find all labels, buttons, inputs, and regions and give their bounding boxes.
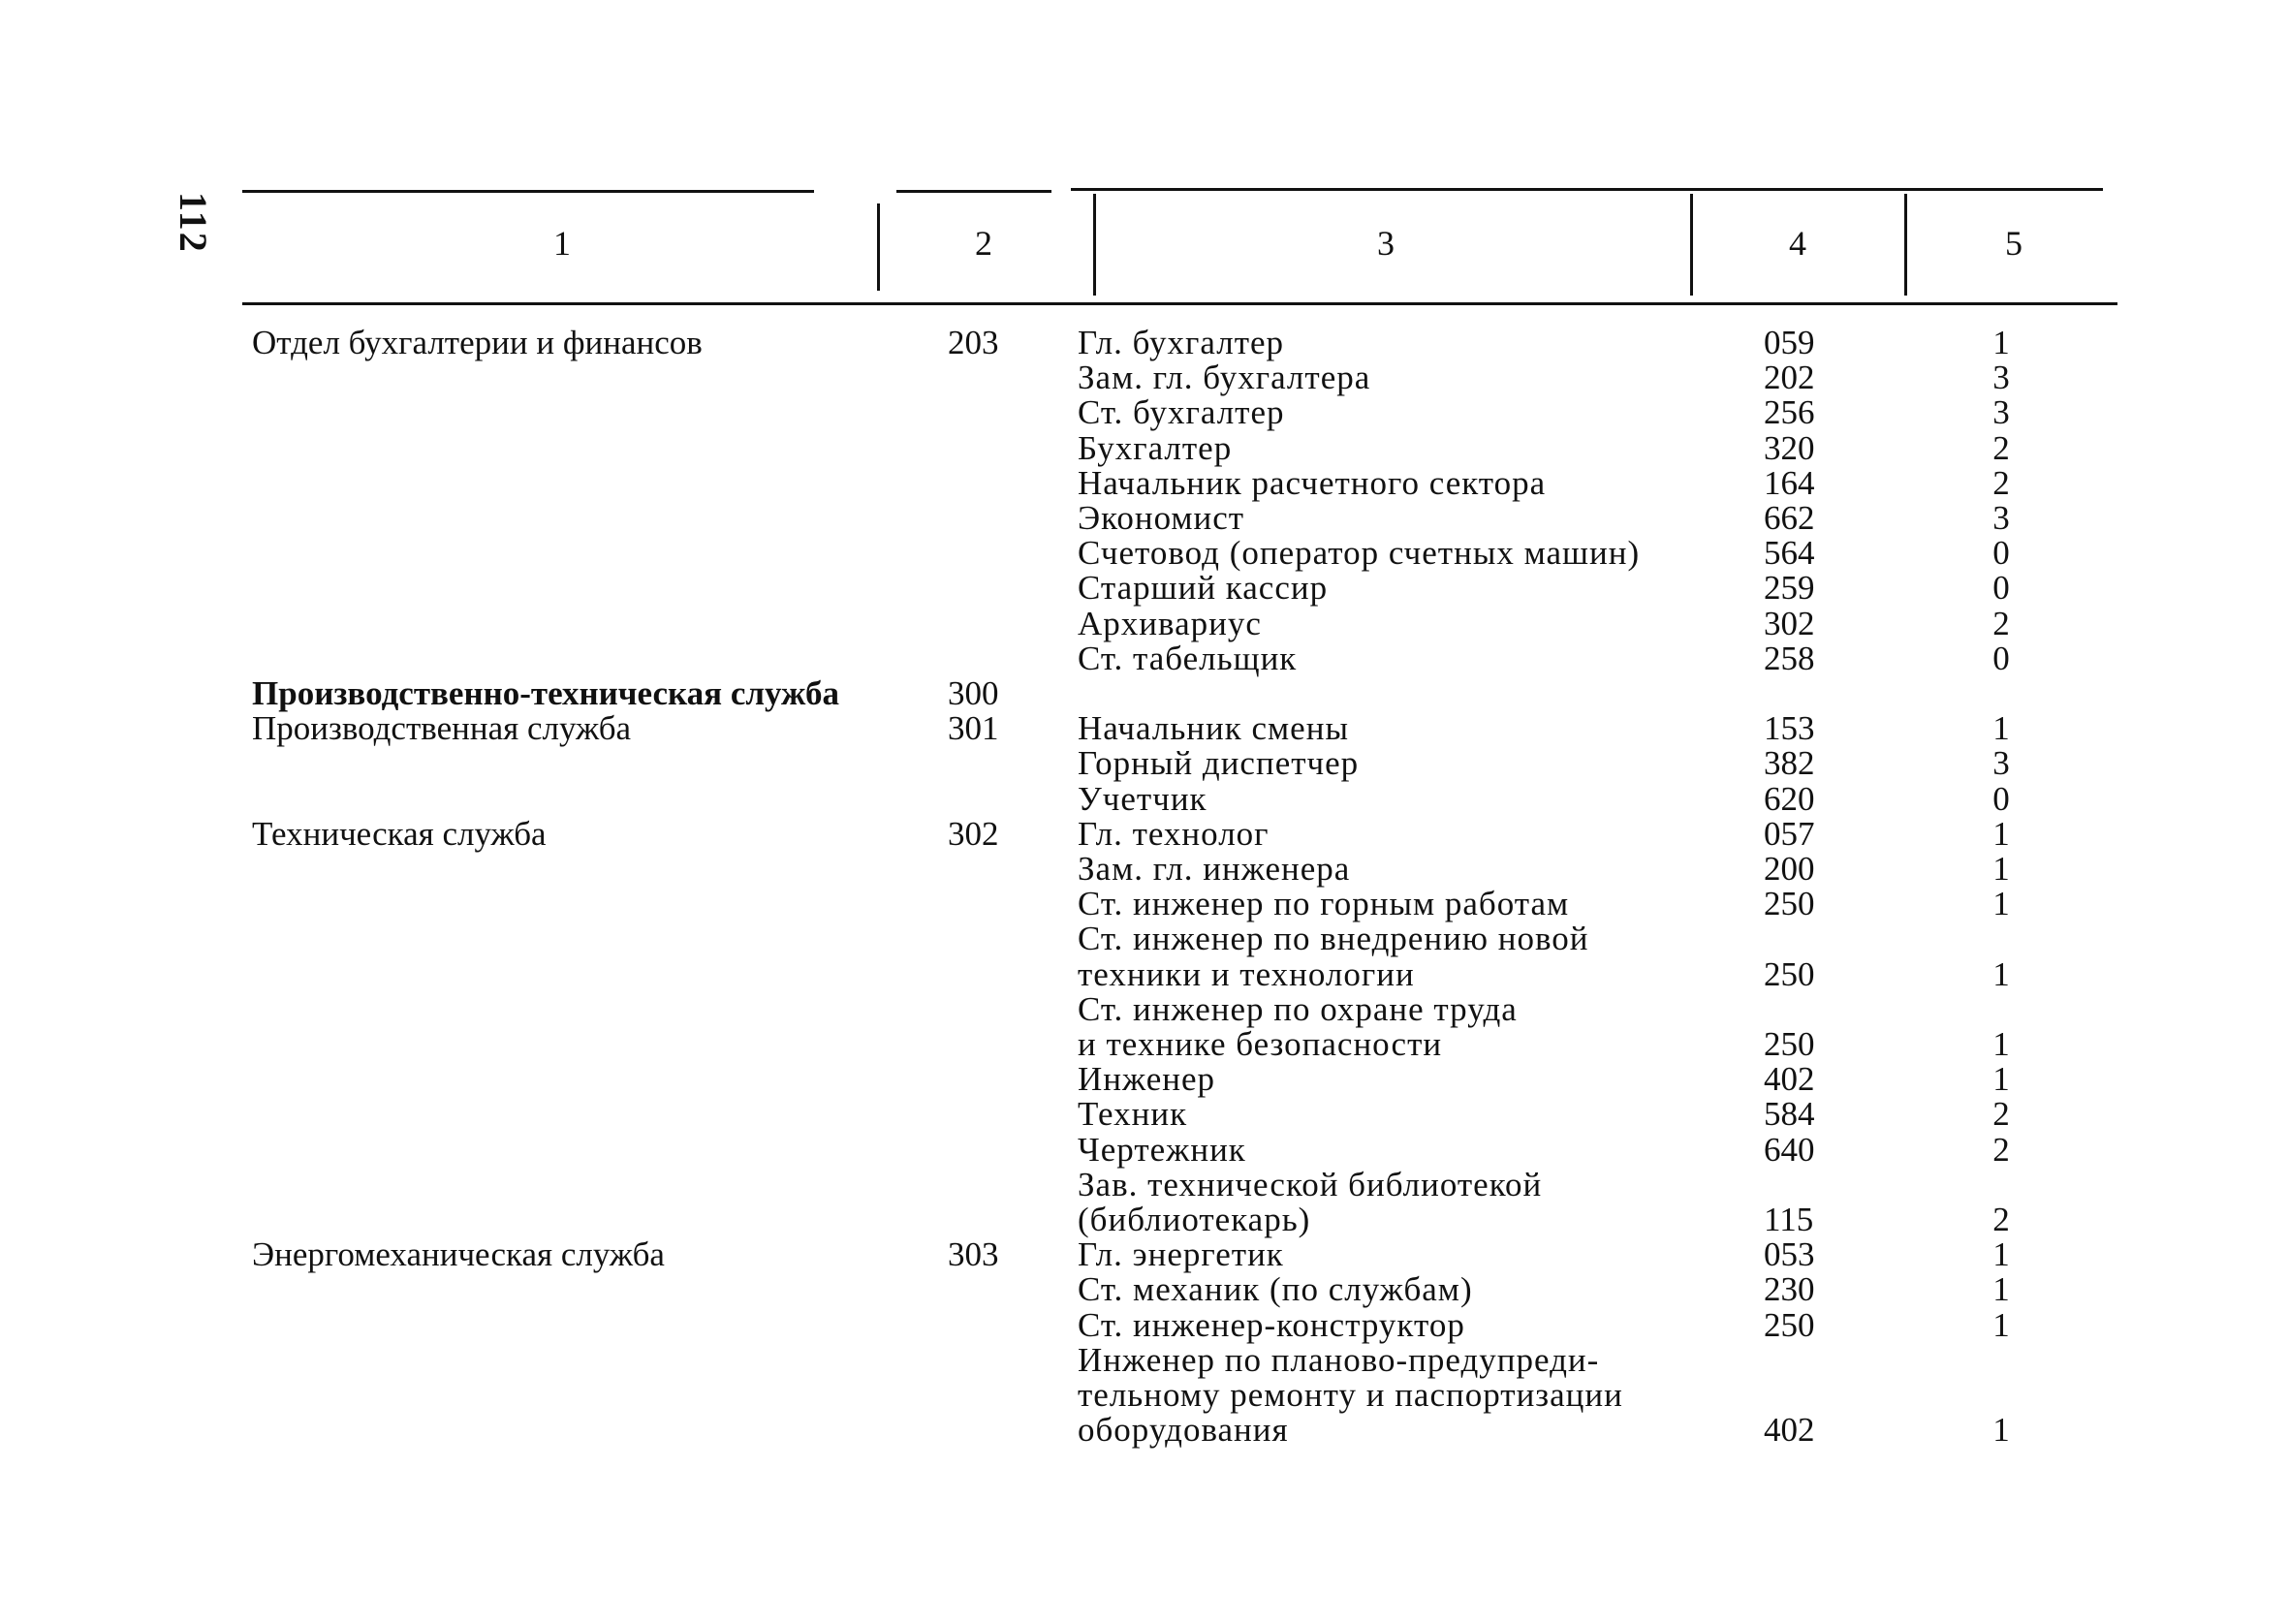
- table-row: [0, 1237, 2289, 1272]
- position-code-cell: 640: [1764, 1130, 1815, 1169]
- department-code-cell: 303: [948, 1235, 999, 1274]
- position-code-cell: 662: [1764, 499, 1815, 537]
- category-cell: 3: [1992, 499, 2010, 537]
- position-cell: Гл. бухгалтер: [1078, 324, 1285, 361]
- category-cell: 1: [1992, 1060, 2010, 1099]
- position-code-cell: 250: [1764, 1305, 1815, 1344]
- position-cell: Начальник смены: [1078, 709, 1349, 748]
- position-code-cell: 302: [1764, 604, 1815, 642]
- position-cell: Начальник расчетного сектора: [1078, 463, 1547, 502]
- category-cell: 1: [1992, 885, 2010, 923]
- department-cell: Производственно-техническая служба: [252, 674, 839, 712]
- department-code-cell: 203: [948, 324, 999, 361]
- header-top-rule-2: [896, 190, 1051, 193]
- position-cell: Учетчик: [1078, 779, 1207, 818]
- position-cell: Ст. инженер по внедрению новой: [1078, 920, 1589, 958]
- position-cell: Ст. табельщик: [1078, 639, 1298, 677]
- position-cell: Ст. инженер по охране труда: [1078, 989, 1518, 1028]
- category-cell: 1: [1992, 850, 2010, 888]
- table-row: [0, 1272, 2289, 1307]
- category-cell: 1: [1992, 814, 2010, 853]
- header-top-rule-1: [242, 190, 814, 193]
- table-row: [0, 921, 2289, 956]
- table-row: [0, 326, 2289, 360]
- position-cell: Ст. механик (по службам): [1078, 1270, 1473, 1309]
- table-row: [0, 954, 2289, 993]
- position-cell: Бухгалтер: [1078, 428, 1233, 467]
- department-code-cell: 302: [948, 814, 999, 853]
- table-row: [0, 1340, 2289, 1379]
- position-cell: Техник: [1078, 1095, 1188, 1134]
- position-code-cell: 164: [1764, 463, 1815, 502]
- header-separator-1: [877, 203, 880, 291]
- category-cell: 3: [1992, 393, 2010, 432]
- table-row: [0, 1202, 2289, 1237]
- category-cell: 2: [1992, 428, 2010, 467]
- header-separator-2: [1093, 194, 1096, 296]
- table-row: [0, 852, 2289, 887]
- table-row: [0, 1097, 2289, 1132]
- header-separator-4: [1904, 194, 1907, 296]
- position-code-cell: 320: [1764, 428, 1815, 467]
- department-cell: Энергомеханическая служба: [252, 1235, 665, 1274]
- position-cell: и технике безопасности: [1078, 1025, 1443, 1063]
- column-header-4: 4: [1789, 224, 1806, 263]
- position-code-cell: 620: [1764, 779, 1815, 818]
- position-cell: Зав. технической библиотекой: [1078, 1165, 1543, 1203]
- header-separator-3: [1690, 194, 1693, 296]
- position-cell: Архивариус: [1078, 604, 1262, 642]
- category-cell: 2: [1992, 463, 2010, 502]
- table-row: [0, 1130, 2289, 1169]
- table-row: [0, 887, 2289, 921]
- position-cell: оборудования: [1078, 1411, 1289, 1450]
- department-cell: Техническая служба: [252, 814, 547, 853]
- column-header-1: 1: [553, 224, 571, 263]
- position-code-cell: 584: [1764, 1095, 1815, 1134]
- position-cell: Горный диспетчер: [1078, 744, 1360, 783]
- header-top-rule-3: [1071, 188, 2103, 191]
- table-row: [0, 779, 2289, 818]
- header-bottom-rule: [242, 302, 2117, 305]
- category-cell: 1: [1992, 1411, 2010, 1450]
- position-code-cell: 059: [1764, 324, 1815, 361]
- category-cell: 2: [1992, 1130, 2010, 1169]
- category-cell: 0: [1992, 534, 2010, 573]
- department-cell: Отдел бухгалтерии и финансов: [252, 324, 703, 361]
- position-cell: Ст. бухгалтер: [1078, 393, 1285, 432]
- table-row: [0, 1413, 2289, 1448]
- category-cell: 3: [1992, 359, 2010, 397]
- category-cell: 1: [1992, 324, 2010, 361]
- table-row: [0, 604, 2289, 642]
- position-code-cell: 259: [1764, 569, 1815, 608]
- column-header-5: 5: [2005, 224, 2022, 263]
- table-row: [0, 676, 2289, 711]
- table-row: [0, 1165, 2289, 1203]
- position-cell: Экономист: [1078, 499, 1245, 537]
- position-cell: Чертежник: [1078, 1130, 1246, 1169]
- category-cell: 1: [1992, 1235, 2010, 1274]
- category-cell: 0: [1992, 639, 2010, 677]
- category-cell: 0: [1992, 779, 2010, 818]
- table-row: [0, 360, 2289, 395]
- position-cell: Ст. инженер по горным работам: [1078, 885, 1570, 923]
- table-row: [0, 641, 2289, 676]
- table-row: [0, 711, 2289, 746]
- position-cell: техники и технологии: [1078, 954, 1415, 993]
- position-cell: Зам. гл. бухгалтера: [1078, 359, 1371, 397]
- position-cell: Зам. гл. инженера: [1078, 850, 1351, 888]
- table-row: [0, 501, 2289, 536]
- position-code-cell: 115: [1764, 1201, 1814, 1238]
- table-row: [0, 571, 2289, 606]
- position-code-cell: 250: [1764, 954, 1815, 993]
- position-code-cell: 564: [1764, 534, 1815, 573]
- category-cell: 3: [1992, 744, 2010, 783]
- table-row: [0, 1305, 2289, 1344]
- position-code-cell: 402: [1764, 1411, 1815, 1450]
- category-cell: 2: [1992, 1095, 2010, 1134]
- position-code-cell: 250: [1764, 1025, 1815, 1063]
- column-header-3: 3: [1377, 224, 1395, 263]
- category-cell: 1: [1992, 1305, 2010, 1344]
- position-code-cell: 200: [1764, 850, 1815, 888]
- position-cell: Старший кассир: [1078, 569, 1329, 608]
- table-row: [0, 814, 2289, 853]
- position-cell: Счетовод (оператор счетных машин): [1078, 534, 1641, 573]
- table-row: [0, 395, 2289, 430]
- position-code-cell: 153: [1764, 709, 1815, 748]
- table-row: [0, 428, 2289, 467]
- department-code-cell: 300: [948, 674, 999, 712]
- category-cell: 1: [1992, 954, 2010, 993]
- column-header-2: 2: [975, 224, 992, 263]
- table-row: [0, 463, 2289, 502]
- table-row: [0, 1027, 2289, 1062]
- table-row: [0, 1062, 2289, 1097]
- table-row: [0, 536, 2289, 571]
- position-code-cell: 382: [1764, 744, 1815, 783]
- position-cell: Инженер: [1078, 1060, 1216, 1099]
- position-cell: Ст. инженер-конструктор: [1078, 1305, 1465, 1344]
- category-cell: 2: [1992, 604, 2010, 642]
- position-cell: тельному ремонту и паспортизации: [1078, 1376, 1623, 1414]
- position-code-cell: 258: [1764, 639, 1815, 677]
- position-cell: Инженер по планово-предупреди-: [1078, 1340, 1600, 1379]
- position-code-cell: 202: [1764, 359, 1815, 397]
- position-cell: Гл. технолог: [1078, 814, 1270, 853]
- page-number: 112: [172, 192, 215, 254]
- category-cell: 0: [1992, 569, 2010, 608]
- position-cell: (библиотекарь): [1078, 1201, 1311, 1238]
- category-cell: 1: [1992, 709, 2010, 748]
- position-code-cell: 057: [1764, 814, 1815, 853]
- position-code-cell: 053: [1764, 1235, 1815, 1274]
- position-code-cell: 402: [1764, 1060, 1815, 1099]
- position-code-cell: 230: [1764, 1270, 1815, 1309]
- department-code-cell: 301: [948, 709, 999, 748]
- position-code-cell: 250: [1764, 885, 1815, 923]
- department-cell: Производственная служба: [252, 709, 632, 748]
- table-row: [0, 989, 2289, 1028]
- position-code-cell: 256: [1764, 393, 1815, 432]
- table-row: [0, 746, 2289, 781]
- category-cell: 1: [1992, 1025, 2010, 1063]
- position-cell: Гл. энергетик: [1078, 1235, 1284, 1274]
- category-cell: 2: [1992, 1201, 2010, 1238]
- category-cell: 1: [1992, 1270, 2010, 1309]
- table-row: [0, 1378, 2289, 1413]
